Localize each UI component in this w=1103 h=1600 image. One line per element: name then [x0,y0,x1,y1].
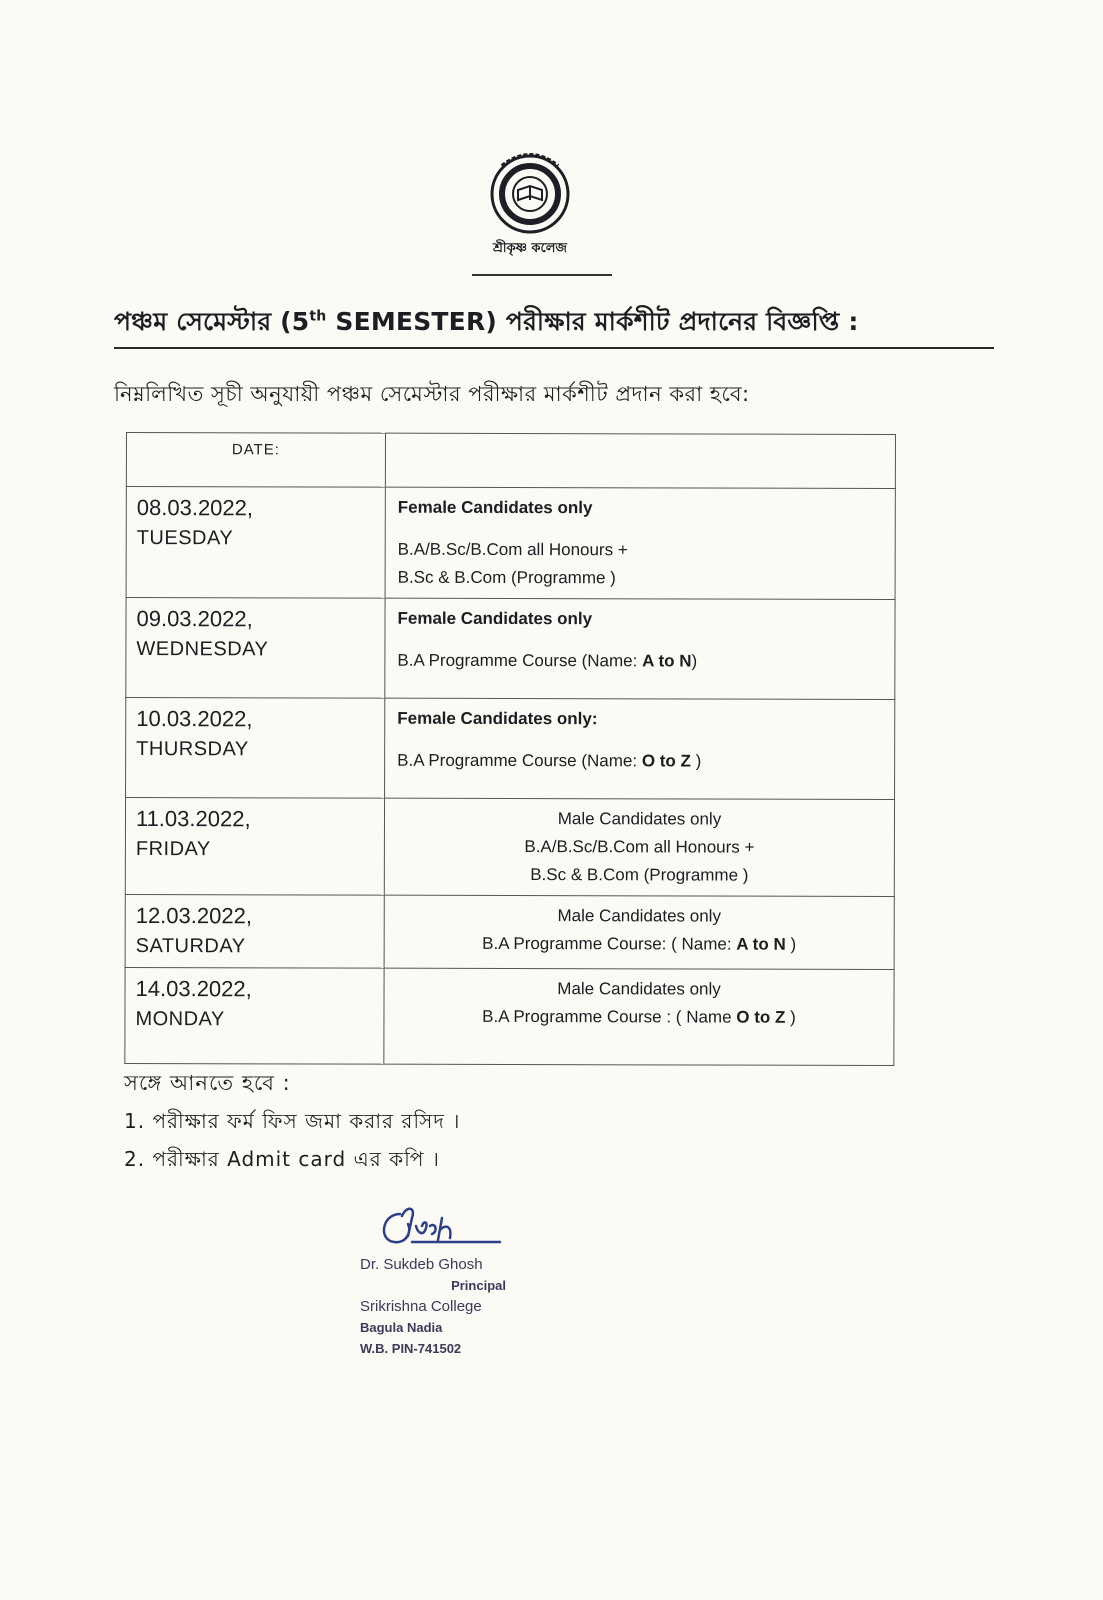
date-cell [126,487,385,599]
course-line: B.A Programme Course (Name: A to N) [397,650,698,671]
table-row [125,798,894,897]
date-cell [126,698,385,799]
candidate-group: Male Candidates only [557,809,722,829]
candidate-group: Male Candidates only [557,979,721,999]
date-cell [126,598,385,699]
logo-divider [472,274,612,276]
info-cell [385,598,895,699]
college-pin: W.B. PIN-741502 [360,1341,462,1356]
date-text: 14.03.2022, [135,976,252,1002]
day-text: WEDNESDAY [136,638,269,661]
table-row [126,598,895,700]
date-text: 12.03.2022, [135,903,253,929]
table-row [125,894,894,969]
info-cell [385,487,895,599]
course-line: B.Sc & B.Com (Programme ) [397,567,616,588]
date-text: 10.03.2022, [136,706,253,732]
day-text: MONDAY [135,1008,225,1031]
candidate-group: Male Candidates only [557,906,721,926]
info-cell [384,968,894,1065]
course-line: B.A Programme Course (Name: O to Z ) [397,750,702,771]
date-text: 08.03.2022, [136,495,254,521]
schedule-table [124,432,896,1066]
college-name: Srikrishna College [360,1298,482,1315]
principal-name: Dr. Sukdeb Ghosh [360,1256,483,1273]
date-cell [125,967,384,1064]
day-text: THURSDAY [136,738,249,761]
table-row [125,967,894,1065]
date-text: 09.03.2022, [136,606,253,632]
details-column-header [385,433,895,488]
intro-text: নিম্নলিখিত সূচী অনুযায়ী পঞ্চম সেমেস্টার পরীক্ষার মার্কশীট প্রদান করা হবে: [114,382,750,406]
table-header-row [126,433,895,489]
table-row [126,487,895,600]
seal-ring [492,155,568,232]
requirements-title: সঙ্গে আনতে হবে : [124,1071,291,1095]
date-cell [125,798,384,896]
course-line: B.A/B.Sc/B.Com all Honours + [524,837,755,857]
list-item: 2. পরীক্ষার Admit card এর কপি । [124,1147,440,1171]
handwritten-signature [372,1196,508,1260]
day-text: TUESDAY [136,527,234,550]
info-cell [385,698,895,799]
college-place: Bagula Nadia [360,1320,443,1335]
info-cell [384,798,894,896]
candidate-group: Female Candidates only: [397,708,598,729]
day-text: SATURDAY [135,935,246,958]
course-line: B.A Programme Course: ( Name: A to N ) [482,933,797,954]
candidate-group: Female Candidates only [397,497,593,518]
principal-title: Principal [451,1278,506,1293]
date-text: 11.03.2022, [135,806,251,832]
signature-block [360,1254,520,1359]
notice-heading: পঞ্চম সেমেস্টার (5th SEMESTER) পরীক্ষার মার্কশীট প্রদানের বিজ্ঞপ্তি : [114,302,994,349]
day-text: FRIDAY [135,838,211,861]
date-cell [125,894,384,968]
course-line: B.A/B.Sc/B.Com all Honours + [397,539,628,560]
requirements-list [124,1064,460,1178]
course-line: B.Sc & B.Com (Programme ) [530,865,749,885]
candidate-group: Female Candidates only [397,608,593,629]
course-line: B.A Programme Course : ( Name O to Z ) [482,1006,796,1027]
seal-text: শ্রীকৃষ্ণ কলেজ [492,241,568,256]
date-column-header: DATE: [126,433,385,488]
table-row [126,698,895,800]
list-item: 1. পরীক্ষার ফর্ম ফিস জমা করার রসিদ । [124,1109,461,1133]
info-cell [384,895,894,969]
college-seal-logo [488,134,588,274]
